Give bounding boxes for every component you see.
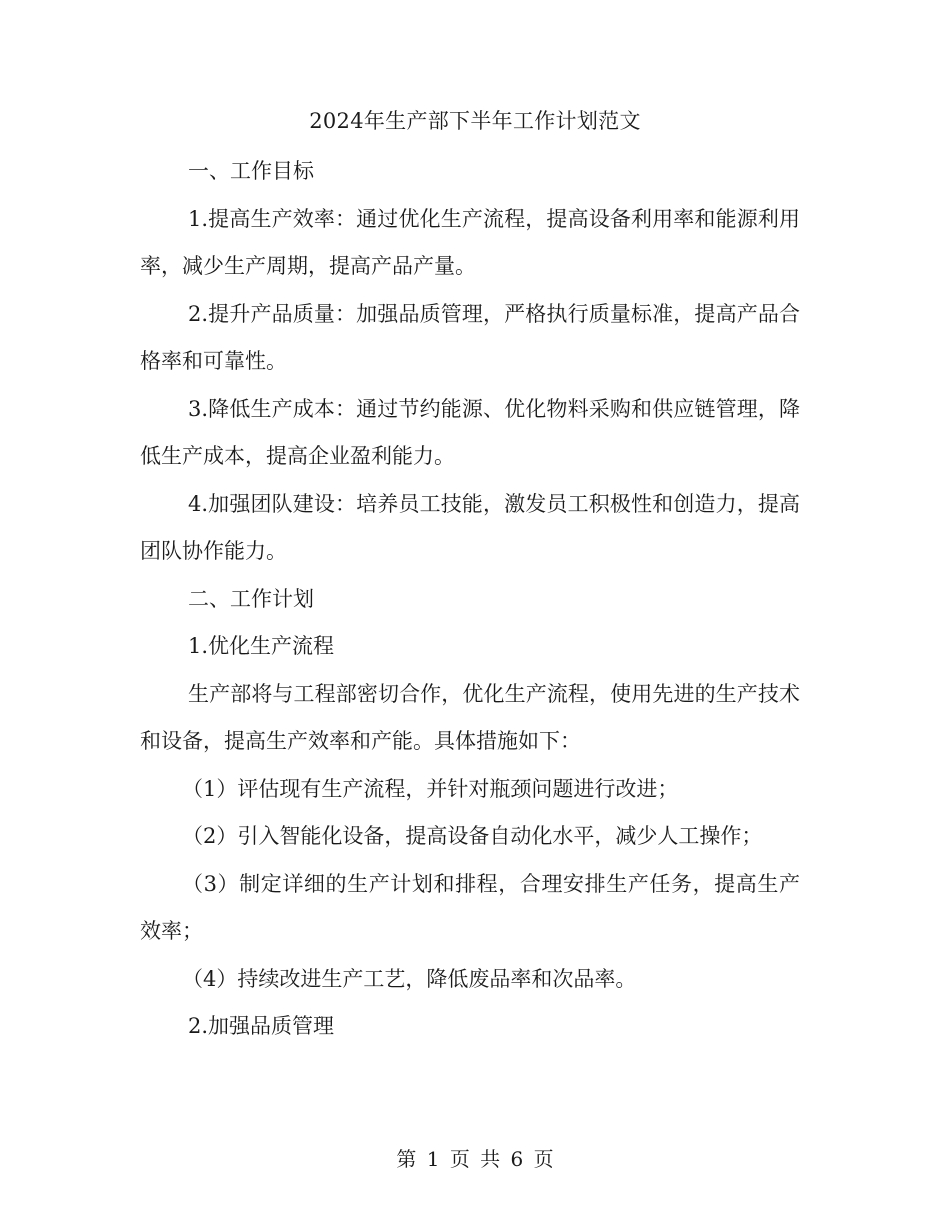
plan-measure-1: （1）评估现有生产流程，并针对瓶颈问题进行改进； [182, 776, 679, 801]
goal-paragraph-4: 4.加强团队建设：培养员工技能，激发员工积极性和创造力，提高团队协作能力。 [140, 491, 800, 563]
plan-measure-4: （4）持续改进生产工艺，降低废品率和次品率。 [182, 966, 637, 991]
page-footer: 第 1 页 共 6 页 [396, 1147, 554, 1171]
section-heading-plan: 二、工作计划 [188, 586, 314, 611]
plan-measure-2: （2）引入智能化设备，提高设备自动化水平，减少人工操作； [182, 824, 763, 848]
goal-paragraph-1: 1.提高生产效率：通过优化生产流程，提高设备利用率和能源利用率，减少生产周期，提高产品产量。 [140, 206, 800, 278]
document-body [140, 148, 800, 1051]
plan-measure-3: （3）制定详细的生产计划和排程，合理安排生产任务，提高生产效率； [140, 871, 800, 943]
document-title: 2024年生产部下半年工作计划范文 [309, 109, 641, 133]
plan-intro-paragraph: 生产部将与工程部密切合作，优化生产流程，使用先进的生产技术和设备，提高生产效率和产能。具体措施如下： [140, 681, 800, 753]
subheading-optimize-process: 1.优化生产流程 [188, 634, 335, 658]
goal-paragraph-3: 3.降低生产成本：通过节约能源、优化物料采购和供应链管理，降低生产成本，提高企业盈利能力。 [140, 396, 800, 468]
section-heading-goals: 一、工作目标 [188, 159, 314, 183]
goal-paragraph-2: 2.提升产品质量：加强品质管理，严格执行质量标准，提高产品合格率和可靠性。 [140, 301, 800, 373]
subheading-quality-management: 2.加强品质管理 [188, 1014, 335, 1038]
